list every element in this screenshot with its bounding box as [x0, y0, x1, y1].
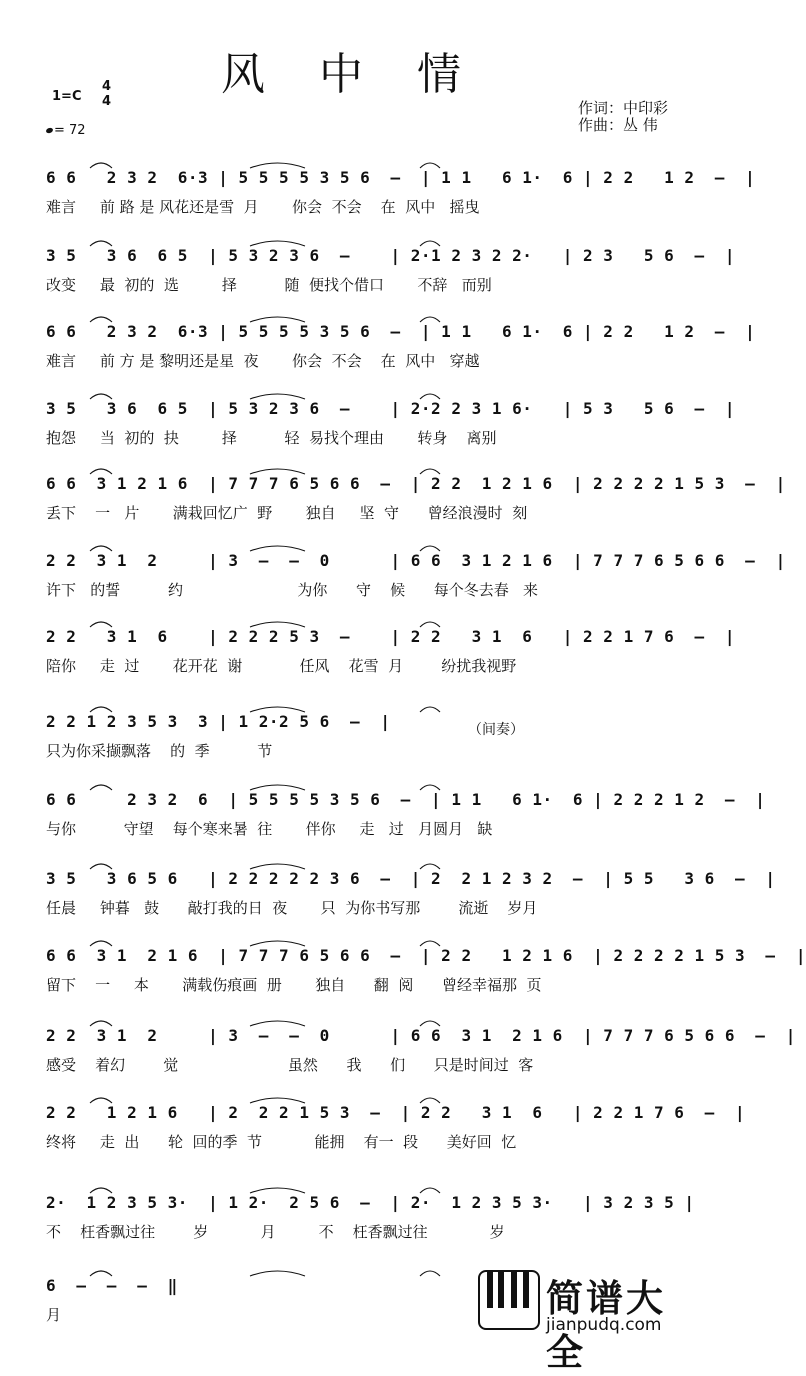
- lyrics-line: 改变 最 初的 选 择 随 便找个借口 不辞 而别: [46, 276, 492, 294]
- lyrics-line: 抱怨 当 初的 抉 择 轻 易找个理由 转身 离别: [46, 429, 497, 447]
- lyrics-line: 月: [46, 1306, 62, 1324]
- credits: [578, 100, 668, 134]
- score-system: [0, 1193, 702, 1271]
- notation-line: 2 2 3 1 2 | 3 – – 0 | 6 6 3 1 2 1 6 | 7 7 7 6 5 6 6 – |: [46, 551, 786, 570]
- logo-text: 简谱大全: [546, 1277, 666, 1374]
- notation-line: 2 2 3 1 6 | 2 2 2 5 3 – | 2 2 3 1 6 | 2 2 1 7 6 – |: [46, 627, 736, 646]
- lyrics-line: 难言 前 方 是 黎明还是星 夜 你会 不会 在 风中 穿越: [46, 352, 480, 370]
- interlude-label: （间奏）: [468, 722, 524, 738]
- piano-keys-icon: [478, 1270, 540, 1330]
- lyrics-line: 任晨 钟暮 鼓 敲打我的日 夜 只 为你书写那 流逝 岁月: [46, 899, 538, 917]
- meter-bottom: 4: [102, 94, 112, 109]
- tempo-marking: [46, 123, 86, 138]
- score-system: [0, 1103, 746, 1181]
- page-title: 风 中 情: [221, 49, 481, 100]
- notation-line: 3 5 3 6 6 5 | 5 3 2 3 6 – | 2·2 2 3 1 6· | 5 3 5 6 – |: [46, 399, 736, 418]
- lyricist: 作词：中印彩: [578, 99, 669, 117]
- meter-top: 4: [102, 79, 112, 94]
- lyrics-line: 难言 前 路 是 风花还是雪 月 你会 不会 在 风中 摇曳: [46, 198, 480, 216]
- site-logo: [478, 1268, 702, 1374]
- notation-line: 3 5 3 6 5 6 | 2 2 2 2 2 3 6 – | 2 2 1 2 3 2 – | 5 5 3 6 – |: [46, 869, 776, 888]
- lyrics-line: 与你 守望 每个寒来暑 往 伴你 走 过 月圆月 缺: [46, 820, 493, 838]
- notation-line: 6 6 2 3 2 6·3 | 5 5 5 5 3 5 6 – | 1 1 6 1· 6 | 2 2 1 2 – |: [46, 168, 756, 187]
- notation-line: 6 6 2 3 2 6 | 5 5 5 5 3 5 6 – | 1 1 6 1· 6 | 2 2 2 1 2 – |: [46, 790, 766, 809]
- lyrics-line: 许下 的誓 约 为你 守 候 每个冬去春 来: [46, 581, 539, 599]
- notation-line: 6 6 2 3 2 6·3 | 5 5 5 5 3 5 6 – | 1 1 6 1· 6 | 2 2 1 2 – |: [46, 322, 756, 341]
- lyrics-line: 陪你 走 过 花开花 谢 任风 花雪 月 纷扰我视野: [46, 657, 517, 675]
- notation-line: 6 – – – ‖: [46, 1276, 178, 1295]
- composer: 作曲：丛 伟: [578, 116, 658, 134]
- score-system: [0, 627, 736, 705]
- notation-line: 2 2 1 2 1 6 | 2 2 2 1 5 3 – | 2 2 3 1 6 | 2 2 1 7 6 – |: [46, 1103, 746, 1122]
- lyrics-line: 感受 着幻 觉 虽然 我 们 只是时间过 客: [46, 1056, 534, 1074]
- notation-line: 2 2 3 1 2 | 3 – – 0 | 6 6 3 1 2 1 6 | 7 7 7 6 5 6 6 – |: [46, 1026, 796, 1045]
- time-signature: [102, 79, 111, 109]
- notation-line: 2 2 1 2 3 5 3 3 | 1 2·2 5 6 – |: [46, 712, 391, 731]
- notation-line: 2· 1 2 3 5 3· | 1 2· 2 5 6 – | 2· 1 2 3 5 3· | 3 2 3 5 |: [46, 1193, 695, 1212]
- notation-line: 6 6 3 1 2 1 6 | 7 7 7 6 5 6 6 – | 2 2 1 2 1 6 | 2 2 2 2 1 5 3 – |: [46, 474, 786, 493]
- score-system: [0, 946, 806, 1024]
- notation-line: 3 5 3 6 6 5 | 5 3 2 3 6 – | 2·1 2 3 2 2· | 2 3 5 6 – |: [46, 246, 736, 265]
- lyrics-line: 终将 走 出 轮 回的季 节 能拥 有一 段 美好回 忆: [46, 1133, 517, 1151]
- lyrics-line: 留下 一 本 满载伤痕画 册 独自 翻 阅 曾经幸福那 页: [46, 976, 542, 994]
- lyrics-line: 只为你采撷飘落 的 季 节: [46, 742, 273, 760]
- quarter-note-icon: [45, 127, 53, 134]
- lyrics-line: 丢下 一 片 满栽回忆广 野 独自 坚 守 曾经浪漫时 刻: [46, 504, 528, 522]
- tempo-value: = 72: [54, 123, 86, 138]
- logo-url: jianpudq.com: [546, 1315, 662, 1335]
- notation-line: 6 6 3 1 2 1 6 | 7 7 7 6 5 6 6 – | 2 2 1 2 1 6 | 2 2 2 2 1 5 3 – |: [46, 946, 806, 965]
- key-signature: 1=C: [52, 89, 82, 104]
- lyrics-line: 不 枉香飘过往 岁 月 不 枉香飘过往 岁: [46, 1223, 505, 1241]
